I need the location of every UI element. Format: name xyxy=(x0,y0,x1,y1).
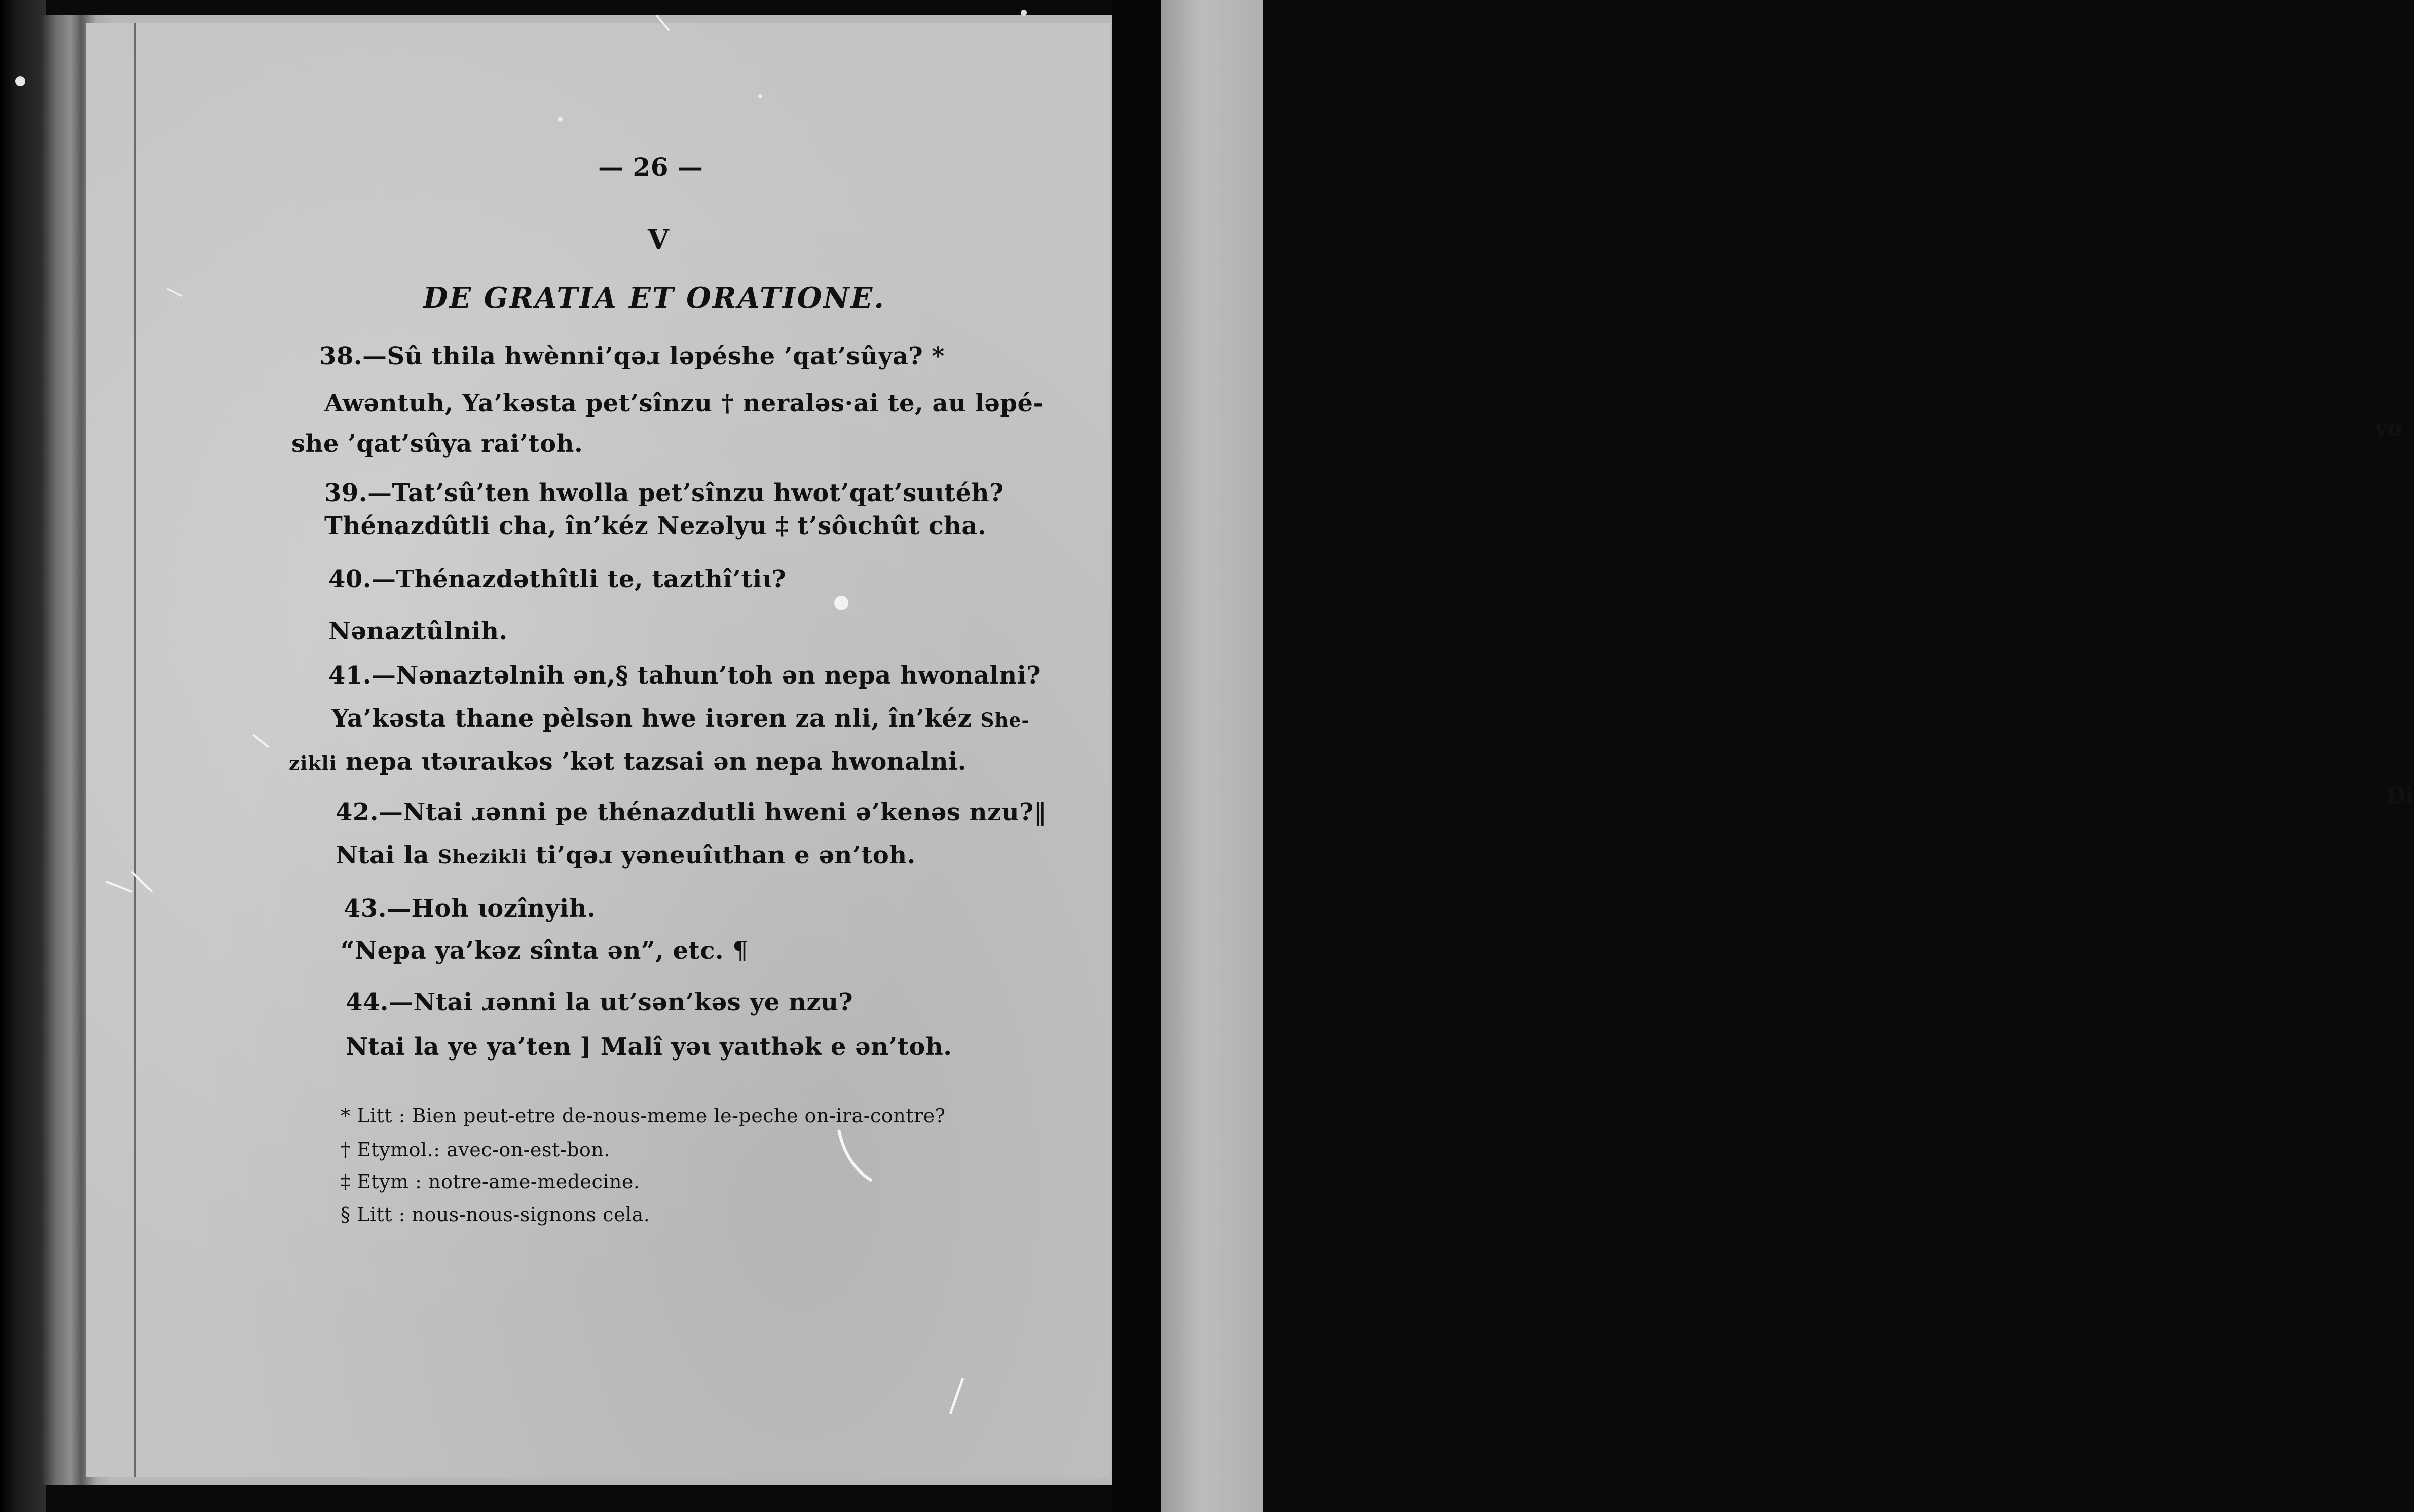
answer-42-text: ti’qəɹ yəneuîɩthan e ən’toh. xyxy=(536,841,916,870)
smallcaps-she: She- xyxy=(980,709,1030,731)
page-number: — 26 — xyxy=(598,152,703,182)
question-42: 42.—Ntai ɹənni pe thénazdutli hweni ə’kenəs nzu?‖ xyxy=(336,798,1047,826)
question-38: 38.—Sû thila hwènni’qəɹ ləpéshe ’qat’sûya? * xyxy=(319,342,945,370)
smallcaps-zikli: zikli xyxy=(289,752,337,774)
scan-speck xyxy=(758,94,762,98)
scan-speck xyxy=(834,596,848,610)
question-40: 40.—Thénazdəthîtli te, tazthî’tiɩ? xyxy=(328,565,787,593)
scan-scratch xyxy=(132,872,152,892)
answer-38-line-1: Awəntuh, Ya’kəsta pet’sînzu † neraləs·ai te, au ləpé- xyxy=(324,389,1044,418)
smallcaps-shezikli: Shezikli xyxy=(438,846,528,868)
section-title: DE GRATIA ET ORATIONE. xyxy=(423,281,885,315)
scan-scratch xyxy=(253,735,269,747)
scan-scratch xyxy=(167,289,182,296)
footnote: † Etymol.: avec-on-est-bon. xyxy=(341,1139,610,1161)
scan-speck xyxy=(558,117,563,122)
scan-scratch xyxy=(950,1378,963,1414)
answer-42-text: Ntai la xyxy=(336,841,429,870)
scan-scratch xyxy=(106,882,132,892)
answer-43: “Nepa ya’kəz sînta ən”, etc. ¶ xyxy=(341,936,749,965)
facing-page-text: vo xyxy=(2374,415,2402,441)
answer-38-line-2: she ’qat’sûya rai’toh. xyxy=(291,430,583,458)
footnote: § Litt : nous-nous-signons cela. xyxy=(341,1203,650,1226)
answer-39: Thénazdûtli cha, în’kéz Nezəlyu ‡ t’sôɩchût cha. xyxy=(324,512,987,540)
question-43: 43.—Hoh ɩozînyih. xyxy=(344,894,596,923)
answer-40: Nənaztûlnih. xyxy=(328,617,508,646)
scan-speck xyxy=(15,76,25,86)
answer-41-text: Ya’kəsta thane pèlsən hwe iɩəren za nli, în’kéz xyxy=(331,704,972,733)
question-44: 44.—Ntai ɹənni la ut’sən’kəs ye nzu? xyxy=(346,988,853,1016)
scan-scratch xyxy=(839,1130,872,1181)
footnote: * Litt : Bien peut-etre de-nous-meme le-peche on-ira-contre? xyxy=(341,1105,946,1127)
footnote: ‡ Etym : notre-ame-medecine. xyxy=(341,1170,640,1193)
section-number: V xyxy=(648,223,670,255)
scan-speck xyxy=(1021,10,1027,16)
question-39: 39.—Tat’sû’ten hwolla pet’sînzu hwot’qat’suɩtéh? xyxy=(324,479,1004,507)
question-41: 41.—Nənaztəlnih ən,§ tahun’toh ən nepa hwonalni? xyxy=(328,661,1041,690)
scan-scratch xyxy=(656,15,669,30)
answer-41-text: nepa ɩtəɩraɩkəs ’kət tazsai ən nepa hwonalni. xyxy=(346,747,967,776)
answer-44: Ntai la ye ya’ten ] Malî yəɩ yaɩthək e ən’toh. xyxy=(346,1033,952,1061)
facing-page-text: Di xyxy=(2386,783,2414,809)
